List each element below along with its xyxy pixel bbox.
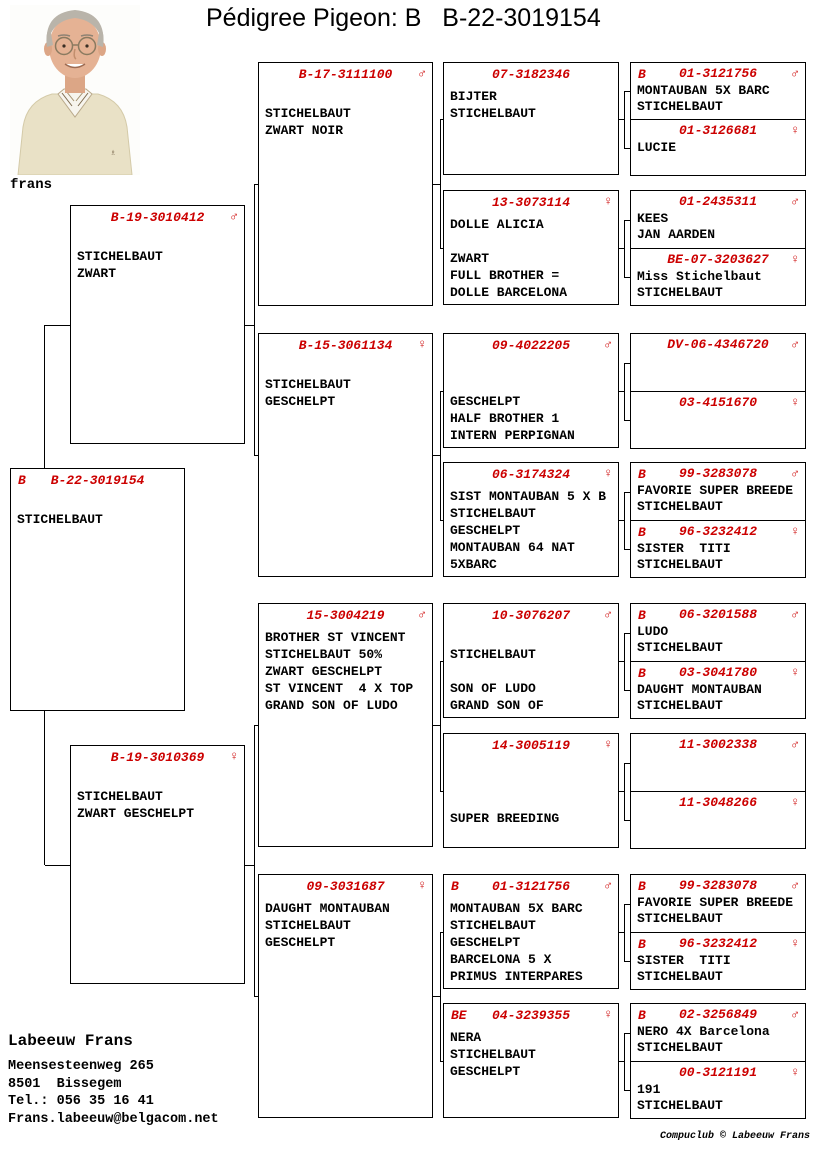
connector-line (624, 1033, 630, 1034)
pedigree-box-03-3041780 (630, 661, 806, 719)
pedigree-line: LUCIE (637, 140, 677, 155)
ring-number: DV-06-4346720 (667, 337, 769, 352)
connector-line (624, 690, 630, 691)
connector-line (624, 492, 625, 549)
pedigree-line (265, 88, 426, 105)
pedigree-box-01-2435311 (630, 190, 806, 249)
pedigree-line: FAVORIE SUPER BREEDE (637, 483, 794, 498)
connector-line (254, 184, 258, 185)
ring-number: 06-3201588 (678, 607, 757, 622)
country-prefix: B (638, 67, 646, 82)
male-icon: ♂ (791, 337, 799, 352)
breeder-name: Labeeuw Frans (8, 1032, 133, 1050)
connector-line (624, 904, 625, 961)
pedigree-line: 5XBARC (450, 557, 497, 572)
pedigree-box-B-19-3010369 (70, 745, 245, 984)
pedigree-line (17, 494, 178, 511)
pedigree-line (450, 759, 612, 776)
pedigree-box-11-3048266 (630, 791, 806, 849)
photo-caption: frans (10, 177, 53, 193)
pedigree-line: BARCELONA 5 X (450, 952, 552, 967)
male-icon: ♂ (604, 878, 612, 893)
pedigree-line (450, 793, 612, 810)
connector-line (624, 763, 625, 820)
ring-number: B-22-3019154 (50, 473, 145, 488)
pedigree-line: STICHELBAUT (450, 647, 536, 662)
pedigree-line: STICHELBAUT (265, 377, 351, 392)
pedigree-line: GESCHELPT (450, 935, 521, 950)
ring-number: 13-3073114 (491, 195, 570, 210)
pedigree-line: STICHELBAUT (637, 698, 723, 713)
pedigree-line: ZWART (450, 251, 490, 266)
pedigree-line: INTERN PERPIGNAN (450, 428, 575, 443)
connector-line (624, 1090, 630, 1091)
connector-line (624, 549, 630, 550)
pedigree-line: STICHELBAUT (637, 969, 723, 984)
pedigree-line: STICHELBAUT (450, 106, 536, 121)
pedigree-line: KEES (637, 211, 669, 226)
pedigree-box-99-3283078 (630, 874, 806, 933)
pedigree-line: STICHELBAUT (637, 285, 723, 300)
female-icon: ♀ (791, 252, 799, 267)
connector-line (440, 119, 443, 120)
pedigree-box-96-3232412 (630, 520, 806, 578)
connector-line (624, 220, 630, 221)
connector-line (624, 277, 630, 278)
ring-number: 09-4022205 (491, 338, 570, 353)
connector-line (624, 633, 630, 634)
female-icon: ♀ (230, 749, 238, 764)
pedigree-line: GESCHELPT (265, 935, 336, 950)
connector-line (440, 248, 443, 249)
ring-number: 99-3283078 (678, 878, 757, 893)
connector-line (433, 725, 440, 726)
pedigree-line: GESCHELPT (450, 394, 521, 409)
connector-line (440, 1061, 443, 1062)
ring-number: 01-2435311 (678, 194, 757, 209)
pedigree-box-02-3256849 (630, 1003, 806, 1062)
country-prefix: B (638, 525, 646, 540)
ring-number: 01-3126681 (678, 123, 757, 138)
pedigree-line: LUDO (637, 624, 669, 639)
connector-line (624, 961, 630, 962)
svg-text:♗: ♗ (110, 149, 117, 157)
pedigree-line (265, 359, 426, 376)
pedigree-line: SIST MONTAUBAN 5 X B (450, 489, 607, 504)
pedigree-line: SUPER BREEDING (450, 811, 560, 826)
female-icon: ♀ (604, 737, 612, 752)
pedigree-box-10-3076207 (443, 603, 619, 718)
female-icon: ♀ (604, 194, 612, 209)
pedigree-box-01-3121756 (443, 874, 619, 989)
pedigree-box-01-3126681 (630, 119, 806, 176)
pedigree-line: STICHELBAUT 50% (265, 647, 383, 662)
female-icon: ♀ (791, 524, 799, 539)
pedigree-box-13-3073114 (443, 190, 619, 305)
pedigree-line: DOLLE BARCELONA (450, 285, 568, 300)
pedigree-box-06-3174324 (443, 462, 619, 577)
pedigree-line: FULL BROTHER = (450, 268, 560, 283)
pedigree-line: GRAND SON OF (450, 698, 544, 713)
connector-line (254, 996, 258, 997)
connector-line (624, 363, 630, 364)
ring-number: 11-3048266 (678, 795, 757, 810)
pedigree-line: MONTAUBAN 64 NAT (450, 540, 575, 555)
pedigree-line: DAUGHT MONTAUBAN (637, 682, 762, 697)
pedigree-line: STICHELBAUT (17, 512, 103, 527)
connector-line (440, 391, 443, 392)
female-icon: ♀ (418, 878, 426, 893)
ring-number: 02-3256849 (678, 1007, 757, 1022)
pedigree-line (450, 629, 612, 646)
connector-line (254, 455, 258, 456)
pedigree-line: DOLLE ALICIA (450, 217, 544, 232)
pedigree-line: STICHELBAUT (637, 1040, 723, 1055)
ring-number: 07-3182346 (491, 67, 570, 82)
male-icon: ♂ (604, 337, 612, 352)
pedigree-box-14-3005119 (443, 733, 619, 848)
pedigree-line (450, 776, 612, 793)
pedigree-line: STICHELBAUT (450, 918, 536, 933)
pedigree-box-00-3121191 (630, 1061, 806, 1119)
connector-line (254, 184, 255, 455)
pedigree-line: ST VINCENT 4 X TOP (265, 681, 414, 696)
female-icon: ♀ (418, 337, 426, 352)
ring-number: 96-3232412 (678, 936, 757, 951)
pedigree-line: GRAND SON OF LUDO (265, 698, 398, 713)
pedigree-line: BIJTER (450, 89, 497, 104)
country-prefix: B (638, 937, 646, 952)
pedigree-line: PRIMUS INTERPARES (450, 969, 583, 984)
contact-address-line1: Meensesteenweg 265 (8, 1059, 154, 1074)
connector-line (245, 325, 254, 326)
country-prefix: B (638, 1008, 646, 1023)
female-icon: ♀ (604, 1007, 612, 1022)
pedigree-line: STICHELBAUT (637, 640, 723, 655)
ring-number: 10-3076207 (491, 608, 570, 623)
country-prefix: BE (451, 1008, 467, 1023)
male-icon: ♂ (418, 607, 426, 622)
pedigree-box-03-4151670 (630, 391, 806, 449)
connector-line (624, 492, 630, 493)
pedigree-line: HALF BROTHER 1 (450, 411, 560, 426)
ring-number: 03-4151670 (678, 395, 757, 410)
ring-number: 96-3232412 (678, 524, 757, 539)
ring-number: 99-3283078 (678, 466, 757, 481)
ring-number: 14-3005119 (491, 738, 570, 753)
pedigree-line: ZWART GESCHELPT (77, 806, 195, 821)
pedigree-line: STICHELBAUT (265, 918, 351, 933)
pedigree-line: NERO 4X Barcelona (637, 1024, 770, 1039)
connector-line (624, 148, 630, 149)
ring-number: 09-3031687 (306, 879, 385, 894)
contact-block (8, 1032, 219, 1128)
country-prefix: B (638, 467, 646, 482)
female-icon: ♀ (791, 665, 799, 680)
pedigree-line: STICHELBAUT (265, 106, 351, 121)
contact-email: Frans.labeeuw@belgacom.net (8, 1111, 219, 1127)
pedigree-box-11-3002338 (630, 733, 806, 792)
pedigree-box-09-3031687 (258, 874, 433, 1118)
male-icon: ♂ (791, 607, 799, 622)
pedigree-line: MONTAUBAN 5X BARC (637, 83, 770, 98)
connector-line (624, 1033, 625, 1090)
connector-line (624, 904, 630, 905)
country-prefix: B (638, 666, 646, 681)
male-icon: ♂ (418, 66, 426, 81)
ring-number: 01-3121756 (491, 879, 570, 894)
pedigree-line: STICHELBAUT (77, 789, 163, 804)
pedigree-box-99-3283078 (630, 462, 806, 521)
male-icon: ♂ (791, 1007, 799, 1022)
pedigree-line: ZWART (77, 266, 117, 281)
country-prefix: B (451, 879, 459, 894)
pedigree-line: STICHELBAUT (450, 1047, 536, 1062)
country-prefix: B (638, 608, 646, 623)
pedigree-box-BE-07-3203627 (630, 248, 806, 306)
connector-line (45, 865, 71, 866)
contact-address-line2: 8501 Bissegem (8, 1076, 122, 1092)
pedigree-line: GESCHELPT (450, 523, 521, 538)
ring-number: 01-3121756 (678, 66, 757, 81)
pedigree-line: JAN AARDEN (637, 227, 716, 242)
connector-line (440, 932, 443, 933)
ring-number: 06-3174324 (491, 467, 570, 482)
ring-number: B-17-3111100 (298, 67, 393, 82)
male-icon: ♂ (791, 194, 799, 209)
country-prefix: B (18, 473, 26, 488)
pedigree-box-06-3201588 (630, 603, 806, 662)
pedigree-line: STICHELBAUT (637, 499, 723, 514)
pedigree-line: BROTHER ST VINCENT (265, 630, 406, 645)
connector-line (440, 119, 441, 248)
breeder-portrait-image (10, 5, 140, 175)
pedigree-line: Miss Stichelbaut (637, 269, 762, 284)
pedigree-line: ZWART NOIR (265, 123, 344, 138)
connector-line (440, 391, 441, 520)
pedigree-line: SON OF LUDO (450, 681, 536, 696)
male-icon: ♂ (791, 66, 799, 81)
pedigree-box-01-3121756 (630, 62, 806, 120)
pedigree-line (450, 359, 612, 376)
footer-credit: Compuclub © Labeeuw Frans (659, 1131, 810, 1142)
pedigree-box-15-3004219 (258, 603, 433, 847)
pedigree-line: FAVORIE SUPER BREEDE (637, 895, 794, 910)
pedigree-line: SISTER TITI (637, 541, 731, 556)
connector-line (624, 363, 625, 420)
male-icon: ♂ (604, 607, 612, 622)
pedigree-box-B-22-3019154 (10, 468, 185, 711)
pedigree-line (450, 376, 612, 393)
ring-number: 03-3041780 (678, 665, 757, 680)
ring-number: 15-3004219 (306, 608, 385, 623)
female-icon: ♀ (791, 795, 799, 810)
connector-line (440, 932, 441, 1061)
connector-line (440, 520, 443, 521)
ring-number: B-19-3010369 (110, 750, 205, 765)
female-icon: ♀ (791, 123, 799, 138)
ring-number: B-19-3010412 (110, 210, 205, 225)
connector-line (624, 633, 625, 690)
pedigree-line: STICHELBAUT (637, 911, 723, 926)
pedigree-box-DV-06-4346720 (630, 333, 806, 392)
pedigree-line: STICHELBAUT (637, 99, 723, 114)
connector-line (440, 661, 443, 662)
pedigree-line: STICHELBAUT (77, 249, 163, 264)
connector-line (624, 91, 625, 148)
pedigree-box-B-17-3111100 (258, 62, 433, 306)
pedigree-line: 191 (637, 1082, 661, 1097)
pedigree-box-B-15-3061134 (258, 333, 433, 577)
connector-line (44, 325, 45, 468)
pedigree-line: GESCHELPT (265, 394, 336, 409)
connector-line (433, 455, 440, 456)
pedigree-box-07-3182346 (443, 62, 619, 175)
page-title: Pédigree Pigeon: B B-22-3019154 (206, 4, 601, 32)
ring-number: 04-3239355 (491, 1008, 570, 1023)
female-icon: ♀ (791, 395, 799, 410)
ring-number: 11-3002338 (678, 737, 757, 752)
female-icon: ♀ (791, 936, 799, 951)
pedigree-box-04-3239355 (443, 1003, 619, 1118)
country-prefix: B (638, 879, 646, 894)
pedigree-line (450, 233, 612, 250)
male-icon: ♂ (230, 209, 238, 224)
connector-line (44, 711, 45, 865)
pedigree-line: GESCHELPT (450, 1064, 521, 1079)
connector-line (433, 184, 440, 185)
connector-line (433, 996, 440, 997)
ring-number: 00-3121191 (678, 1065, 757, 1080)
connector-line (45, 325, 71, 326)
ring-number: B-15-3061134 (298, 338, 393, 353)
connector-line (624, 420, 630, 421)
pedigree-line: MONTAUBAN 5X BARC (450, 901, 583, 916)
pedigree-box-09-4022205 (443, 333, 619, 448)
female-icon: ♀ (791, 1065, 799, 1080)
pedigree-line: STICHELBAUT (637, 1098, 723, 1113)
pedigree-line: SISTER TITI (637, 953, 731, 968)
female-icon: ♀ (604, 466, 612, 481)
connector-line (245, 865, 254, 866)
pedigree-line (450, 663, 612, 680)
pedigree-line: ZWART GESCHELPT (265, 664, 383, 679)
pedigree-box-B-19-3010412 (70, 205, 245, 444)
breeder-photo (10, 5, 140, 175)
pedigree-line: NERA (450, 1030, 482, 1045)
connector-line (440, 661, 441, 791)
connector-line (624, 220, 625, 277)
pedigree-line: STICHELBAUT (450, 506, 536, 521)
connector-line (254, 725, 258, 726)
contact-phone: Tel.: 056 35 16 41 (8, 1094, 154, 1109)
connector-line (624, 820, 630, 821)
pedigree-line: STICHELBAUT (637, 557, 723, 572)
pedigree-line: DAUGHT MONTAUBAN (265, 901, 390, 916)
pedigree-line (77, 771, 238, 788)
connector-line (624, 91, 630, 92)
male-icon: ♂ (791, 878, 799, 893)
ring-number: BE-07-3203627 (667, 252, 769, 267)
connector-line (624, 763, 630, 764)
connector-line (254, 725, 255, 996)
male-icon: ♂ (791, 737, 799, 752)
pedigree-line (77, 231, 238, 248)
pedigree-box-96-3232412 (630, 932, 806, 990)
male-icon: ♂ (791, 466, 799, 481)
connector-line (440, 791, 443, 792)
